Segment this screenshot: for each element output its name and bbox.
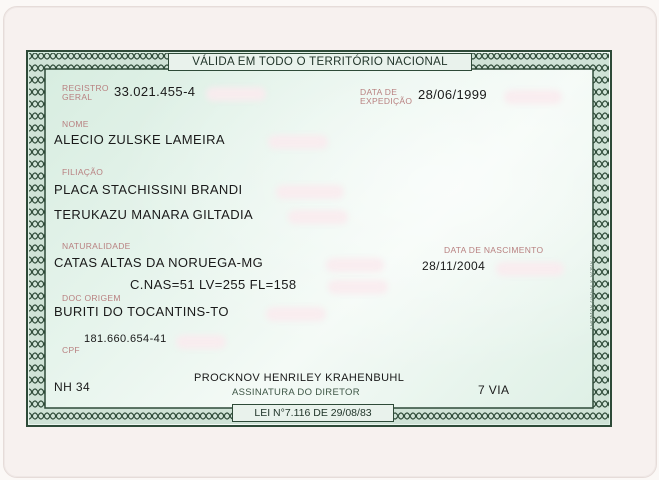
via-value: 7 VIA [478,383,510,397]
law-banner: LEI N°7.116 DE 29/08/83 [232,404,394,422]
redaction-blur [496,262,564,276]
redaction-blur [176,335,226,349]
nome-value: ALECIO ZULSKE LAMEIRA [54,132,225,147]
diretor-name: PROCKNOV HENRILEY KRAHENBUHL [194,372,405,384]
naturalidade-value: CATAS ALTAS DA NORUEGA-MG [54,255,264,270]
redaction-blur [288,210,348,224]
cpf-value: 181.660.654-41 [84,333,167,345]
redaction-blur [326,258,384,272]
redaction-blur [206,87,266,101]
expedicao-label: DATA DE EXPEDIÇÃO [360,87,413,106]
redaction-blur [504,90,562,104]
diretor-label: ASSINATURA DO DIRETOR [232,387,360,398]
guilloche-border [26,50,612,427]
id-card [26,50,612,427]
redaction-blur [268,135,328,149]
redaction-blur [328,280,388,294]
naturalidade-label: NATURALIDADE [62,241,131,251]
mother-name: TERUKAZU MANARA GILTADIA [54,207,254,222]
registro-value: 33.021.455-4 [114,84,196,99]
expedicao-value: 28/06/1999 [418,87,488,102]
codigo-value: NH 34 [54,380,91,394]
nascimento-label: DATA DE NASCIMENTO [444,245,544,255]
nome-label: NOME [62,119,89,129]
nascimento-value: 28/11/2004 [422,259,486,273]
father-name: PLACA STACHISSINI BRANDI [54,182,243,197]
origem-label: DOC ORIGEM [62,293,121,303]
origem-value: BURITI DO TOCANTINS-TO [54,304,229,319]
redaction-blur [276,185,344,199]
printer-text: THOMAS GREG & SONS [590,260,596,330]
cpf-label: CPF [62,345,80,355]
certidao-value: C.NAS=51 LV=255 FL=158 [130,277,297,292]
registro-label: REGISTRO GERAL [62,83,109,102]
validity-banner: VÁLIDA EM TODO O TERRITÓRIO NACIONAL [168,53,472,71]
filiacao-label: FILIAÇÃO [62,167,104,177]
redaction-blur [266,307,326,321]
